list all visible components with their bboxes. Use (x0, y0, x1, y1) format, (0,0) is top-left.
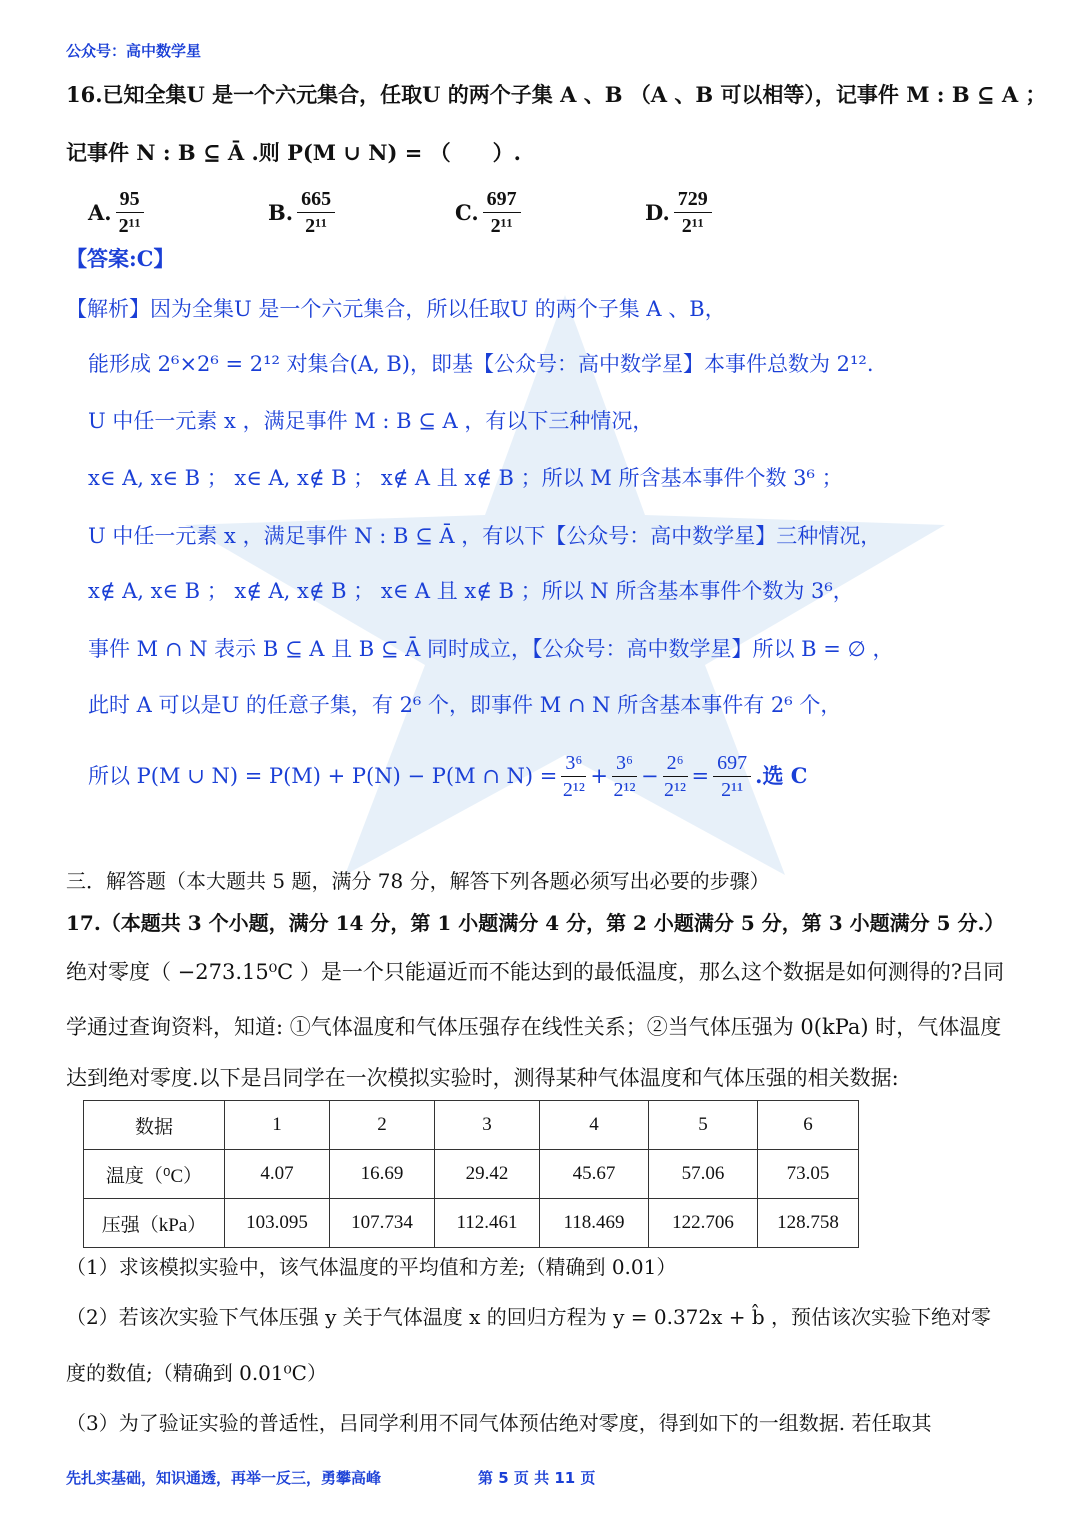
page-number: 第 5 页 共 11 页 (478, 1469, 596, 1487)
q16-line1: 16.已知全集U 是一个六元集合，任取U 的两个子集 A 、B （A 、B 可以相等），记事件 M : B ⊆ A ； (66, 82, 1047, 107)
analysis-line: 此时 A 可以是U 的任意子集，有 2⁶ 个，即事件 M ∩ N 所含基本事件有 2⁶ 个， (88, 693, 842, 717)
table-row (84, 1199, 859, 1248)
option-fraction: $\frac{665}{\text{2¹¹}}$ (297, 186, 335, 239)
table-cell: 温度（⁰C） (84, 1150, 225, 1199)
option-fraction: $\frac{95}{\text{2¹¹}}$ (116, 186, 144, 239)
footer-motto: 先扎实基础，知识通透，再举一反三，勇攀高峰 (66, 1469, 382, 1487)
fraction: $\frac{\text{3⁶}}{\text{2¹²}}$ (562, 751, 585, 801)
table-cell: 107.734 (330, 1199, 435, 1248)
option-a (88, 186, 148, 239)
table-header-row (84, 1101, 859, 1150)
analysis-line: x∉ A, x∈ B ； x∉ A, x∉ B ； x∈ A 且 x∉ B ；所以 N 所含基本事件个数为 3⁶， (88, 579, 854, 603)
analysis-line: U 中任一元素 x ，满足事件 N : B ⊆ Ā ，有以下【公众号：高中数学星】三种情况， (88, 524, 882, 548)
table-cell: 29.42 (435, 1150, 540, 1199)
table-cell: 128.758 (758, 1199, 859, 1248)
option-label: D. (645, 200, 670, 225)
table-cell: 1 (225, 1101, 330, 1150)
fraction: $\frac{697}{\text{2¹¹}}$ (713, 750, 751, 803)
analysis-line: 【解析】因为全集U 是一个六元集合，所以任取U 的两个子集 A 、B， (66, 297, 726, 321)
table-cell: 57.06 (649, 1150, 758, 1199)
analysis-line: U 中任一元素 x ，满足事件 M : B ⊆ A ，有以下三种情况， (88, 409, 654, 433)
table-cell: 4.07 (225, 1150, 330, 1199)
option-label: B. (268, 200, 294, 225)
option-b (268, 186, 339, 239)
table-cell: 压强（kPa） (84, 1199, 225, 1248)
table-cell: 112.461 (435, 1199, 540, 1248)
table-cell: 16.69 (330, 1150, 435, 1199)
q17-paragraph: 学通过查询资料，知道: ①气体温度和气体压强存在线性关系；②当气体压强为 0(kPa) 时，气体温度 (66, 1015, 1002, 1039)
table-cell: 3 (435, 1101, 540, 1150)
answer-label: 【答案:C】 (66, 246, 175, 271)
data-table (83, 1100, 859, 1248)
table-cell: 118.469 (540, 1199, 649, 1248)
fraction: $\frac{\text{3⁶}}{\text{2¹²}}$ (613, 751, 636, 801)
table-cell: 2 (330, 1101, 435, 1150)
table-cell: 4 (540, 1101, 649, 1150)
q16-line2: 记事件 N : B ⊆ Ā .则 P(M ∪ N) = （ ）. (66, 140, 521, 165)
q17-title: 17.（本题共 3 个小题，满分 14 分，第 1 小题满分 4 分，第 2 小题满分 5 分，第 3 小题满分 5 分.） (66, 911, 1005, 935)
option-fraction: $\frac{697}{\text{2¹¹}}$ (483, 186, 521, 239)
table-cell: 数据 (84, 1101, 225, 1150)
table-row (84, 1150, 859, 1199)
table-cell: 5 (649, 1101, 758, 1150)
option-c (455, 186, 525, 239)
table-cell: 103.095 (225, 1199, 330, 1248)
analysis-line: 事件 M ∩ N 表示 B ⊆ A 且 B ⊆ Ā 同时成立，【公众号：高中数学星】所以 B = ∅ ， (88, 637, 894, 661)
option-fraction: $\frac{729}{\text{2¹¹}}$ (674, 186, 712, 239)
table-cell: 122.706 (649, 1199, 758, 1248)
table-cell: 73.05 (758, 1150, 859, 1199)
fraction: $\frac{\text{2⁶}}{\text{2¹²}}$ (664, 751, 687, 801)
sub-question-3: （3）为了验证实验的普适性，吕同学利用不同气体预估绝对零度，得到如下的一组数据. 若任取其 (66, 1411, 932, 1435)
option-label: A. (88, 200, 112, 225)
option-d (645, 186, 716, 239)
table-cell: 6 (758, 1101, 859, 1150)
option-label: C. (455, 200, 479, 225)
q17-paragraph: 绝对零度（ −273.15⁰C ）是一个只能逼近而不能达到的最低温度，那么这个数据是如何测得的?吕同 (66, 960, 1005, 984)
sub-question-1: （1）求该模拟实验中，该气体温度的平均值和方差;（精确到 0.01） (66, 1255, 677, 1279)
sub-question-2: （2）若该次实验下气体压强 y 关于气体温度 x 的回归方程为 y = 0.372x + b̂ ，预估该次实验下绝对零 (66, 1305, 992, 1329)
final-equation: 所以 P(M ∪ N) = P(M) + P(N) − P(M ∩ N) = $\frac{\text{3⁶}}{\text{2¹²}}$ + $\frac{\text{3⁶}}{\text{2¹²}}$ − $\frac{\text{2⁶}}{\text{2¹²}}$ = $\frac{697}{\text{2¹¹}}$ .选 C (88, 751, 808, 801)
section-3-heading: 三．解答题（本大题共 5 题，满分 78 分，解答下列各题必须写出必要的步骤） (66, 869, 770, 893)
table-cell: 45.67 (540, 1150, 649, 1199)
analysis-line: 能形成 2⁶×2⁶ = 2¹² 对集合(A, B)，即基【公众号：高中数学星】本事件总数为 2¹². (88, 352, 874, 376)
sub-question-2-cont: 度的数值;（精确到 0.01⁰C） (66, 1361, 327, 1385)
analysis-line: x∈ A, x∈ B ； x∈ A, x∉ B ； x∉ A 且 x∉ B ；所以 M 所含基本事件个数 3⁶ ； (88, 466, 843, 490)
source-header: 公众号：高中数学星 (66, 42, 202, 60)
q17-paragraph: 达到绝对零度.以下是吕同学在一次模拟实验时，测得某种气体温度和气体压强的相关数据: (66, 1066, 899, 1090)
